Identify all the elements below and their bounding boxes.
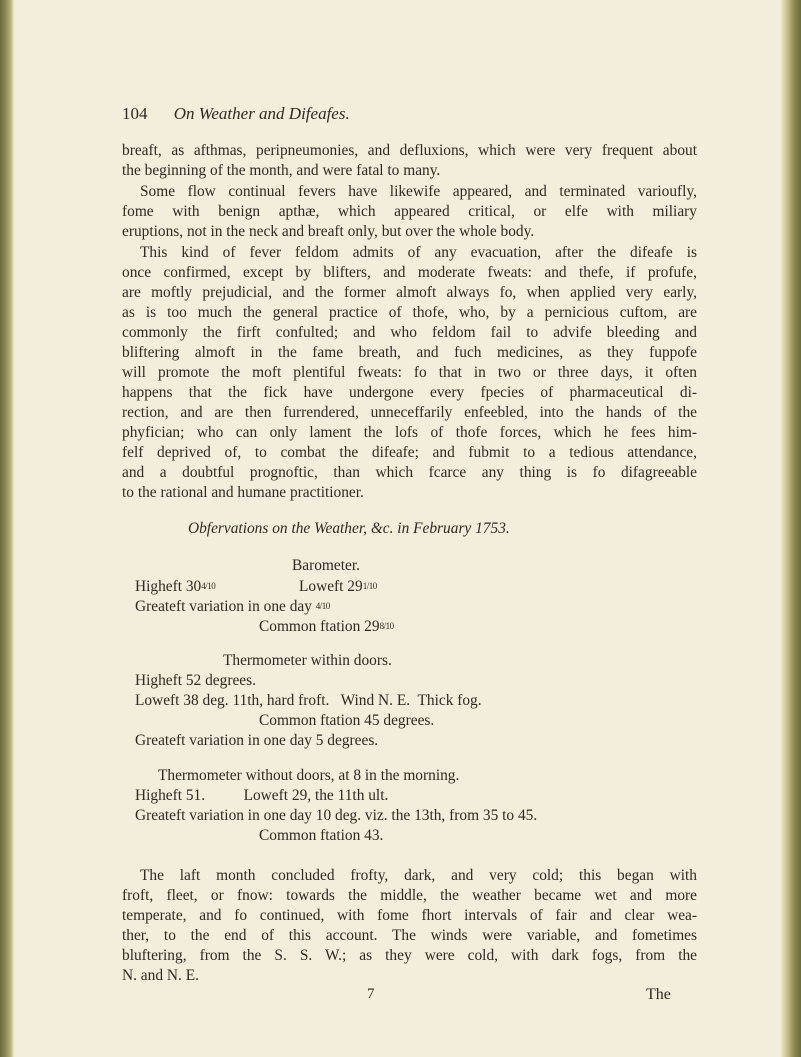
thermometer-without-highest-lowest: Higheft 51. Loweft 29, the 11th ult.	[135, 787, 389, 804]
text-line: felf deprived of, to combat the difeafe; and fubmit to a tedious attendance,	[122, 444, 697, 461]
barometer-variation: Greateft variation in one day 4/10	[135, 598, 330, 615]
text-line: phyfician; who can only lament the lofs of thofe forces, which he fees him-	[122, 424, 697, 441]
barometer-highest: Higheft 304/10	[135, 578, 216, 595]
text-line: happens that the fick have undergone every fpecies of pharmaceutical di-	[122, 384, 697, 401]
book-page	[40, 0, 775, 1057]
thermometer-within-heading: Thermometer within doors.	[223, 652, 392, 669]
catchword: The	[646, 986, 671, 1003]
thermometer-without-heading: Thermometer without doors, at 8 in the morning.	[158, 767, 460, 784]
running-title: On Weather and Difeafes.	[173, 104, 350, 123]
text-line: bluftering, from the S. S. W.; as they were cold, with dark fogs, from the	[122, 947, 697, 964]
text-line: breaft, as afthmas, peripneumonies, and defluxions, which were very frequent about	[122, 142, 697, 159]
text-line: N. and N. E.	[122, 967, 199, 984]
barometer-lowest: Loweft 291/10	[299, 578, 377, 595]
text-line: This kind of fever feldom admits of any evacuation, after the difeafe is	[140, 244, 697, 261]
text-line: eruptions, not in the neck and breaft only, but over the whole body.	[122, 223, 535, 240]
signature-mark: 7	[367, 986, 375, 1002]
text-line: are moftly prejudicial, and the former almoft always fo, when applied very early,	[122, 284, 697, 301]
thermometer-within-variation: Greateft variation in one day 5 degrees.	[135, 732, 379, 749]
text-line: froft, fleet, or fnow: towards the middle, the weather became wet and more	[122, 887, 697, 904]
thermometer-without-common: Common ftation 43.	[259, 827, 384, 844]
text-line: to the rational and humane practitioner.	[122, 484, 364, 501]
text-line: once confirmed, except by blifters, and moderate fweats: and thefe, if profufe,	[122, 264, 697, 281]
page-number: 104	[122, 104, 148, 123]
right-binding-edge	[781, 0, 801, 1057]
barometer-common: Common ftation 298/10	[259, 618, 394, 635]
thermometer-without-variation: Greateft variation in one day 10 deg. viz. the 13th, from 35 to 45.	[135, 807, 538, 824]
left-binding-edge	[0, 0, 14, 1057]
text-line: Some flow continual fevers have likewife appeared, and terminated varioufly,	[140, 183, 697, 200]
text-line: temperate, and fo continued, with fome fhort intervals of fair and clear wea-	[122, 907, 697, 924]
text-line: fome with benign apthæ, which appeared critical, or elfe with miliary	[122, 203, 697, 220]
text-line: commonly the firft confulted; and who feldom fail to advife bleeding and	[122, 324, 697, 341]
thermometer-within-highest: Higheft 52 degrees.	[135, 672, 256, 689]
text-line: as is too much the general practice of thofe, who, by a pernicious cuftom, are	[122, 304, 697, 321]
running-head	[122, 104, 350, 124]
text-line: ther, to the end of this account. The winds were variable, and fometimes	[122, 927, 697, 944]
observations-heading: Obfervations on the Weather, &c. in February 1753.	[188, 520, 510, 537]
thermometer-within-common: Common ftation 45 degrees.	[259, 712, 435, 729]
text-line: will promote the moft plentiful fweats: fo that in two or three days, it often	[122, 364, 697, 381]
barometer-heading: Barometer.	[292, 557, 360, 574]
text-line: The laft month concluded frofty, dark, and very cold; this began with	[140, 867, 697, 884]
text-line: and a doubtful prognoftic, than which fcarce any thing is fo difagreeable	[122, 464, 697, 481]
text-line: the beginning of the month, and were fatal to many.	[122, 162, 441, 179]
text-line: rection, and are then furrendered, unneceffarily enfeebled, into the hands of the	[122, 404, 697, 421]
text-line: bliftering almoft in the fame breath, and fuch medicines, as they fuppofe	[122, 344, 697, 361]
thermometer-within-lowest: Loweft 38 deg. 11th, hard froft. Wind N. E. Thick fog.	[135, 692, 482, 709]
